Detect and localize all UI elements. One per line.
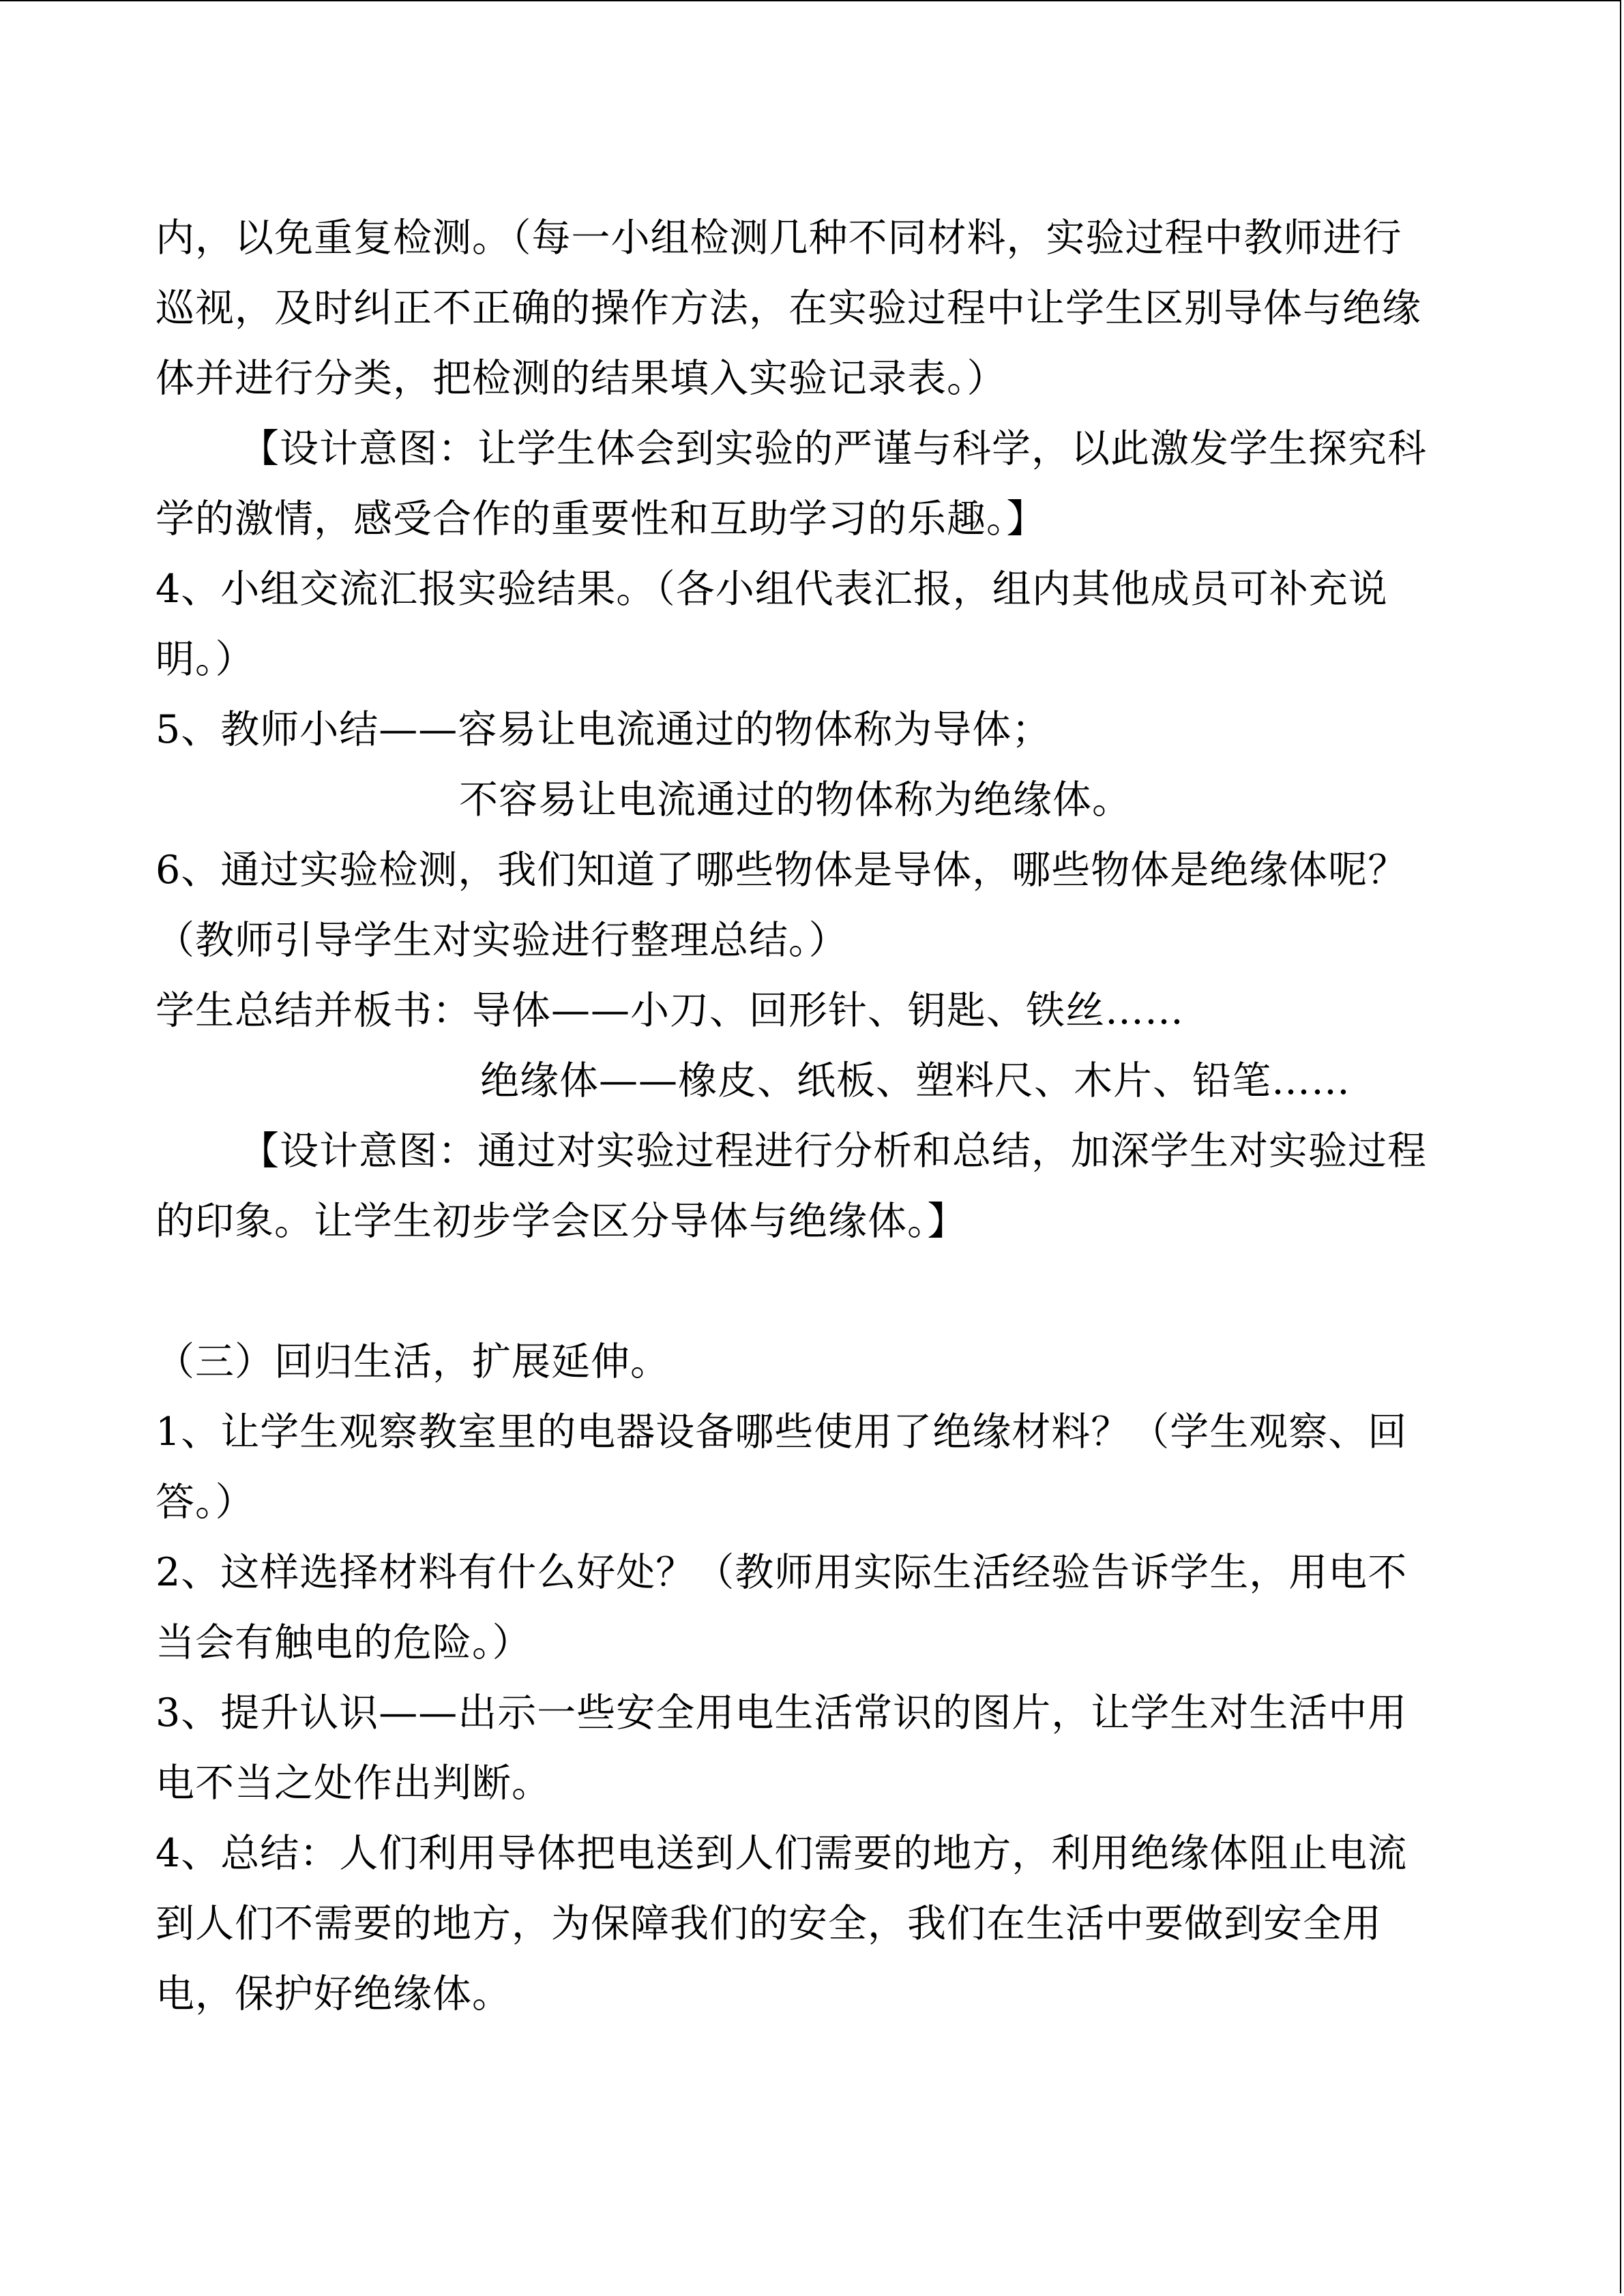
step-6-line: 6、通过实验检测，我们知道了哪些物体是导体，哪些物体是绝缘体呢？: [156, 848, 1408, 893]
text-line: 巡视，及时纠正不正确的操作方法，在实验过程中让学生区别导体与绝缘: [156, 286, 1421, 331]
board-summary-line: 学生总结并板书：导体——小刀、回形针、钥匙、铁丝……: [156, 988, 1184, 1033]
text-line: 到人们不需要的地方，为保障我们的安全，我们在生活中要做到安全用: [156, 1901, 1382, 1946]
text-line: 明。）: [156, 637, 255, 682]
item-1-line: 1、让学生观察教室里的电器设备哪些使用了绝缘材料？（学生观察、回: [156, 1410, 1408, 1455]
text-line: （教师引导学生对实验进行整理总结。）: [156, 918, 848, 963]
text-line: 电，保护好绝缘体。: [156, 1971, 512, 2016]
document-body: [156, 203, 1472, 2029]
text-line: 内，以免重复检测。（每一小组检测几种不同材料，实验过程中教师进行: [156, 215, 1402, 260]
step-5-line: 5、教师小结——容易让电流通过的物体称为导体；: [156, 707, 1052, 752]
text-line: 绝缘体——橡皮、纸板、塑料尺、木片、铅笔……: [480, 1058, 1350, 1103]
text-line: 电不当之处作出判断。: [156, 1761, 551, 1806]
item-2-line: 2、这样选择材料有什么好处？（教师用实际生活经验告诉学生，用电不: [156, 1550, 1408, 1595]
text-line: 的印象。让学生初步学会区分导体与绝缘体。】: [156, 1199, 967, 1244]
item-4-line: 4、总结：人们利用导体把电送到人们需要的地方，利用绝缘体阻止电流: [156, 1831, 1408, 1876]
blank-line: [156, 1257, 1472, 1327]
section-heading: （三）回归生活，扩展延伸。: [156, 1339, 670, 1384]
text-line: 当会有触电的危险。）: [156, 1620, 532, 1665]
step-4-line: 4、小组交流汇报实验结果。（各小组代表汇报，组内其他成员可补充说: [156, 567, 1388, 612]
design-intent-line: 【设计意图：通过对实验过程进行分析和总结，加深学生对实验过程: [240, 1129, 1427, 1174]
text-line: 学的激情，感受合作的重要性和互助学习的乐趣。】: [156, 496, 1046, 541]
design-intent-line: 【设计意图：让学生体会到实验的严谨与科学，以此激发学生探究科: [240, 426, 1427, 471]
text-line: 不容易让电流通过的物体称为绝缘体。: [459, 777, 1132, 822]
text-line: 答。）: [156, 1480, 255, 1525]
text-line: 体并进行分类，把检测的结果填入实验记录表。）: [156, 356, 1007, 401]
item-3-line: 3、提升认识——出示一些安全用电生活常识的图片，让学生对生活中用: [156, 1690, 1408, 1735]
